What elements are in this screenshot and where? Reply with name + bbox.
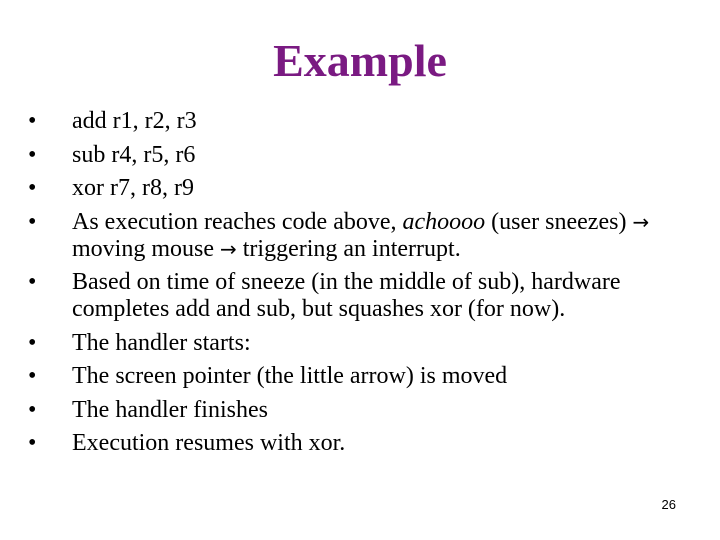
bullet-dot: • xyxy=(28,141,37,168)
bullet-item xyxy=(28,175,688,202)
bullet-dot: • xyxy=(28,430,37,456)
bullet-item xyxy=(28,142,688,169)
bullet-item xyxy=(28,330,688,357)
bullet-item xyxy=(28,269,688,323)
bullet-dot: • xyxy=(28,329,37,356)
sneeze-word: achoooo xyxy=(402,208,486,235)
bullet-text-part: moving mouse xyxy=(72,235,220,262)
bullet-text: xor r7, r8, r9 xyxy=(72,175,194,201)
bullet-list xyxy=(28,108,688,464)
bullet-text: sub r4, r5, r6 xyxy=(72,141,196,168)
page-number: 26 xyxy=(661,497,676,512)
bullet-dot: • xyxy=(28,269,37,295)
bullet-text-part: As execution reaches code above, xyxy=(72,208,403,235)
right-arrow-icon: → xyxy=(220,236,237,261)
bullet-text: The screen pointer (the little arrow) is moved xyxy=(72,363,508,389)
bullet-text: The handler starts: xyxy=(72,329,251,356)
bullet-dot: • xyxy=(28,363,37,389)
bullet-text-part: triggering an interrupt. xyxy=(236,235,461,262)
bullet-text: Execution resumes with xor. xyxy=(72,430,346,456)
bullet-item xyxy=(28,430,688,457)
bullet-dot: • xyxy=(28,108,37,134)
bullet-text: Based on time of sneeze (in the middle of sub), hardware completes add and sub, but squashes xor (for now). xyxy=(72,269,621,322)
bullet-item xyxy=(28,363,688,390)
bullet-text-part: (user sneezes) xyxy=(485,208,633,235)
bullet-item xyxy=(28,209,688,263)
bullet-dot: • xyxy=(28,208,37,235)
bullet-item xyxy=(28,108,688,135)
bullet-dot: • xyxy=(28,396,37,423)
bullet-text: The handler finishes xyxy=(72,396,268,423)
right-arrow-icon: → xyxy=(632,209,650,234)
bullet-item xyxy=(28,397,688,424)
bullet-text xyxy=(72,209,649,262)
bullet-text: add r1, r2, r3 xyxy=(72,108,197,134)
bullet-dot: • xyxy=(28,175,37,201)
slide-title: Example xyxy=(273,35,447,86)
